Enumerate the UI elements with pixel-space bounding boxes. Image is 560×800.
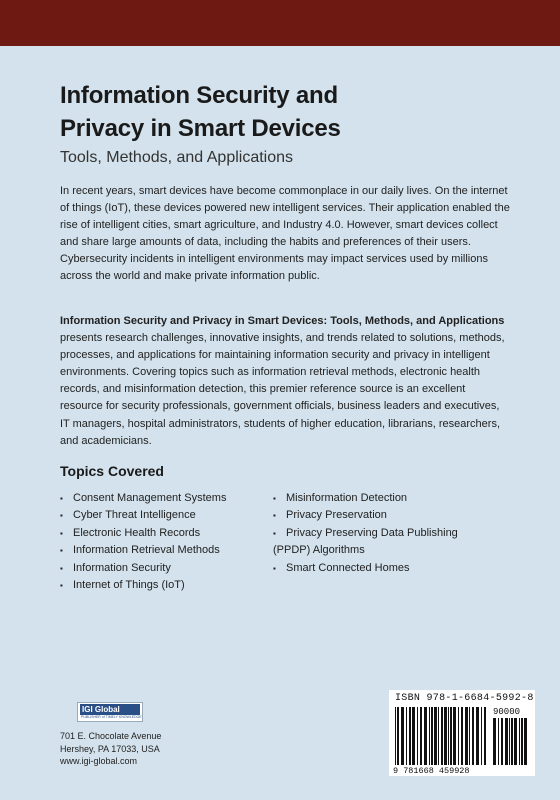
topic-item-continuation: (PPDP) Algorithms <box>273 544 365 557</box>
topic-item: ▪ Electronic Health Records <box>60 525 270 542</box>
barcode-bar <box>424 707 427 765</box>
barcode-bar <box>450 707 452 765</box>
barcode-bar <box>521 718 523 765</box>
barcode-bar <box>476 707 479 765</box>
topic-item: ▪ Internet of Things (IoT) <box>60 577 270 594</box>
barcode-bar <box>509 718 510 765</box>
topic-item: ▪ Smart Connected Homes <box>273 560 523 577</box>
publisher-address <box>60 730 161 768</box>
barcode-bar <box>461 707 463 765</box>
book-title <box>60 79 530 145</box>
publisher-website-link[interactable]: www.igi-global.com <box>60 756 138 766</box>
barcode-bar <box>498 718 499 765</box>
barcode-bar <box>420 707 422 765</box>
bullet-icon: ▪ <box>273 494 276 503</box>
publisher-logo-tagline: PUBLISHER of TIMELY KNOWLEDGE <box>81 715 142 719</box>
title-line-2: Privacy in Smart Devices <box>60 115 341 142</box>
bullet-icon: ▪ <box>60 581 63 591</box>
bullet-icon: ▪ <box>60 494 63 503</box>
barcode-bar <box>514 718 517 765</box>
topic-item: ▪ Privacy Preserving Data Publishing <box>273 525 523 542</box>
topic-item: ▪ Privacy Preservation <box>273 507 523 524</box>
barcode-bar <box>524 718 527 765</box>
barcode-bar <box>469 707 470 765</box>
description-paragraph-2 <box>60 313 510 450</box>
description-bold-title: Information Security and Privacy in Smart Devices: Tools, Methods, and Applications <box>60 315 505 327</box>
ean-barcode-bars <box>395 707 489 765</box>
bullet-icon: ▪ <box>60 563 63 573</box>
bullet-icon: ▪ <box>273 528 276 538</box>
barcode-bar <box>519 718 520 765</box>
description-body: presents research challenges, innovative insights, and trends related to solutions, methods, processes, and applications for maintaining information security and privacy in intelligent environments. Covering topics such as information retrieval methods, electronic health records, and misinformation detection, this premier reference source is an excellent resource for security professionals, government officials, business leaders and executives, IT managers, hospital administrators, students of higher education, librarians, researchers, <box>60 332 505 430</box>
publisher-logo-text: IGI Global <box>80 704 140 715</box>
top-color-band <box>0 0 560 46</box>
barcode-bar <box>406 707 407 765</box>
barcode-bar <box>465 707 468 765</box>
addon-barcode-bars <box>493 718 529 765</box>
barcode-bar <box>501 718 503 765</box>
barcode-bar <box>444 707 447 765</box>
barcode-bar <box>434 707 437 765</box>
topics-list-left <box>60 490 270 594</box>
barcode-bar <box>511 718 513 765</box>
address-line-2: Hershey, PA 17033, USA <box>60 743 160 754</box>
bullet-icon: ▪ <box>60 528 63 538</box>
barcode-bar <box>409 707 411 765</box>
topic-item: ▪ Information Security <box>60 560 270 577</box>
book-subtitle: Tools, Methods, and Applications <box>60 149 294 166</box>
barcode-bar <box>484 707 486 765</box>
bullet-icon: ▪ <box>273 511 276 521</box>
barcode-bar <box>412 707 415 765</box>
barcode-bar <box>429 707 430 765</box>
bullet-icon: ▪ <box>60 546 63 556</box>
barcode-bar <box>395 707 396 765</box>
barcode-bar <box>472 707 474 765</box>
barcode-bar <box>438 707 439 765</box>
topic-item: ▪ Information Retrieval Methods <box>60 542 270 559</box>
publisher-logo <box>77 702 143 722</box>
topic-item: ▪ Consent Management Systems <box>60 490 270 507</box>
description-paragraph-1: In recent years, smart devices have become commonplace in our daily lives. On the internet of things (IoT), these devices powered new intelligent services. Their application enabled the rise of intelligent cities, smart agriculture, and Industry 4.0. However, smart devices collect and share large amounts of data, including the habits and preferences of their users. Cybersecurity incidents in intelligent environments may impact services used by millions across the world and make private information public. <box>60 185 510 283</box>
topic-item: ▪ Misinformation Detection <box>273 490 523 507</box>
barcode-bar <box>458 707 459 765</box>
barcode-bar <box>417 707 418 765</box>
barcode-bar <box>401 707 404 765</box>
topic-item: ▪ Cyber Threat Intelligence <box>60 507 270 524</box>
barcode-bar <box>453 707 456 765</box>
bullet-icon: ▪ <box>60 511 63 521</box>
barcode-bar <box>397 707 399 765</box>
ean-digits: 9 781668 459928 <box>393 766 470 776</box>
bullet-icon: ▪ <box>273 563 276 573</box>
barcode-bar <box>505 718 508 765</box>
isbn-label: ISBN 978-1-6684-5992-8 <box>395 693 534 704</box>
barcode-bar <box>493 718 496 765</box>
address-line-1: 701 E. Chocolate Avenue <box>60 731 162 741</box>
isbn-barcode <box>389 690 535 776</box>
barcode-bar <box>481 707 482 765</box>
topics-heading: Topics Covered <box>60 463 164 479</box>
price-code: 90000 <box>493 707 521 717</box>
description-last-line: and academicians. <box>60 434 152 447</box>
title-line-1: Information Security and <box>60 82 338 109</box>
topics-list-right <box>273 490 523 577</box>
barcode-bar <box>441 707 443 765</box>
barcode-bar <box>448 707 449 765</box>
barcode-bar <box>431 707 433 765</box>
